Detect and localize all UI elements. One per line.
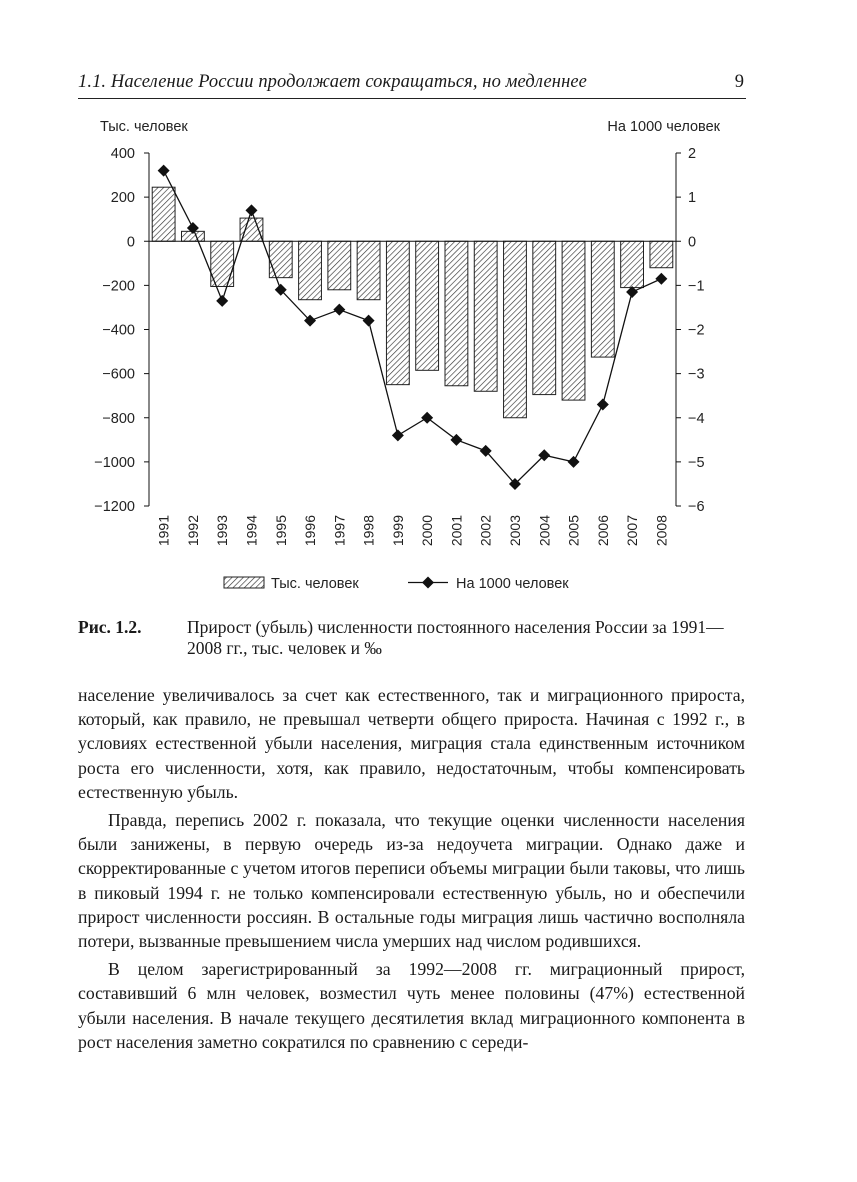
bar-2007 [621,241,644,287]
right-axis-tick-label: −1 [688,278,705,295]
bar-1998 [357,241,380,299]
figure-caption-text: Прирост (убыль) численности постоянного населения России за 1991—2008 гг., тыс. человек и ‰ [187,617,724,658]
point-2005 [568,456,580,468]
point-1991 [158,165,170,177]
right-axis-tick-label: −3 [688,366,705,383]
legend-bar-label: Тыс. человек [271,576,359,592]
right-axis-tick-label: 2 [688,146,697,162]
point-2001 [450,434,462,446]
x-axis-label-1995: 1995 [272,515,289,547]
left-axis-tick-label: 0 [126,234,135,251]
bar-1994 [240,218,263,241]
legend-line-label: На 1000 человек [456,576,569,592]
bar-1995 [269,241,292,277]
per-1000-line [164,171,662,484]
body-text [78,683,745,1054]
bar-2008 [650,241,673,267]
left-axis-tick-label: 200 [110,190,135,207]
x-axis-label-1994: 1994 [243,515,260,547]
point-2006 [597,399,609,411]
right-axis-tick-label: 1 [688,190,697,207]
left-axis-tick-label: −800 [102,410,135,427]
point-1997 [333,304,345,316]
point-2000 [421,412,433,424]
x-axis-label-2007: 2007 [624,515,641,547]
figure-caption-label: Рис. 1.2. [78,617,142,637]
page-number: 9 [734,72,744,92]
right-axis-tick-label: 0 [688,234,697,251]
paragraph: Правда, перепись 2002 г. показала, что текущие оценки численности населения были занижены, в первую очередь из-за недоучета миграции. Однако даже и скорректированные с учетом итогов переписи объемы миграции были таковы, что лишь в пиковый 1994 г. не только компенсировали естественную убыль, но и обеспечили прирост численности россиян. В остальные годы миграция лишь частично восполняла потери, вызванные превышением числа умерших над числом родившихся. [78,810,745,952]
x-axis-label-1996: 1996 [302,515,319,547]
bar-2003 [504,241,527,418]
point-2008 [655,273,667,285]
point-1994 [245,204,257,216]
left-axis-label: Тыс. человек [100,119,188,135]
bar-2006 [591,241,614,357]
x-axis-label-2008: 2008 [653,515,670,547]
point-1998 [363,315,375,327]
right-axis-label: На 1000 человек [607,119,720,135]
x-axis-label-2005: 2005 [565,515,582,547]
x-axis-label-2001: 2001 [448,515,465,547]
x-axis-label-1992: 1992 [184,515,201,547]
x-axis-label-2000: 2000 [419,515,436,547]
x-axis-label-1991: 1991 [155,515,172,547]
bar-1991 [152,187,175,241]
paragraph: В целом зарегистрированный за 1992—2008 гг. миграционный прирост, составивший 6 млн человек, возместил чуть менее половины (47%) естественной убыли населения. В начале текущего десятилетия вклад миграционного компонента в рост населения заметно сократился по сравнению с середи- [78,959,745,1052]
point-1999 [392,429,404,441]
left-axis-tick-label: −200 [102,278,135,295]
point-1993 [216,295,228,307]
right-axis-tick-label: −5 [688,454,705,471]
bar-2001 [445,241,468,386]
x-axis-label-1993: 1993 [214,515,231,547]
x-axis-label-1999: 1999 [389,515,406,547]
bar-2002 [474,241,497,391]
bar-1999 [386,241,409,384]
x-axis-label-2006: 2006 [594,515,611,547]
x-axis-label-2003: 2003 [506,515,523,547]
x-axis-label-1998: 1998 [360,515,377,547]
left-axis-tick-label: 400 [110,146,135,162]
left-axis-tick-label: −600 [102,366,135,383]
bar-2004 [533,241,556,394]
bar-1996 [299,241,322,299]
right-axis-tick-label: −4 [688,410,705,427]
legend-bar-swatch [224,577,264,588]
paragraph: население увеличивалось за счет как естественного, так и миграционного прироста, который, как правило, не превышал четверти общего прироста. Начиная с 1992 г., в условиях естественной убыли населения, миграция стала единственным источником роста его численности, хотя, как правило, недостаточным, чтобы компенсировать естественную убыль. [78,685,745,802]
x-axis-label-2002: 2002 [477,515,494,547]
left-axis-tick-label: −400 [102,322,135,339]
bar-2005 [562,241,585,400]
right-axis-tick-label: −2 [688,322,705,339]
x-axis-label-2004: 2004 [536,515,553,547]
left-axis-tick-label: −1000 [94,454,135,471]
chart-legend [224,576,569,592]
bar-1997 [328,241,351,290]
bar-2000 [416,241,439,370]
left-axis-tick-label: −1200 [94,499,135,515]
running-header-title: 1.1. Население России продолжает сокращаться, но медленнее [78,72,587,92]
x-axis-label-1997: 1997 [331,515,348,547]
right-axis-tick-label: −6 [688,499,705,515]
legend-line-marker [422,577,434,589]
